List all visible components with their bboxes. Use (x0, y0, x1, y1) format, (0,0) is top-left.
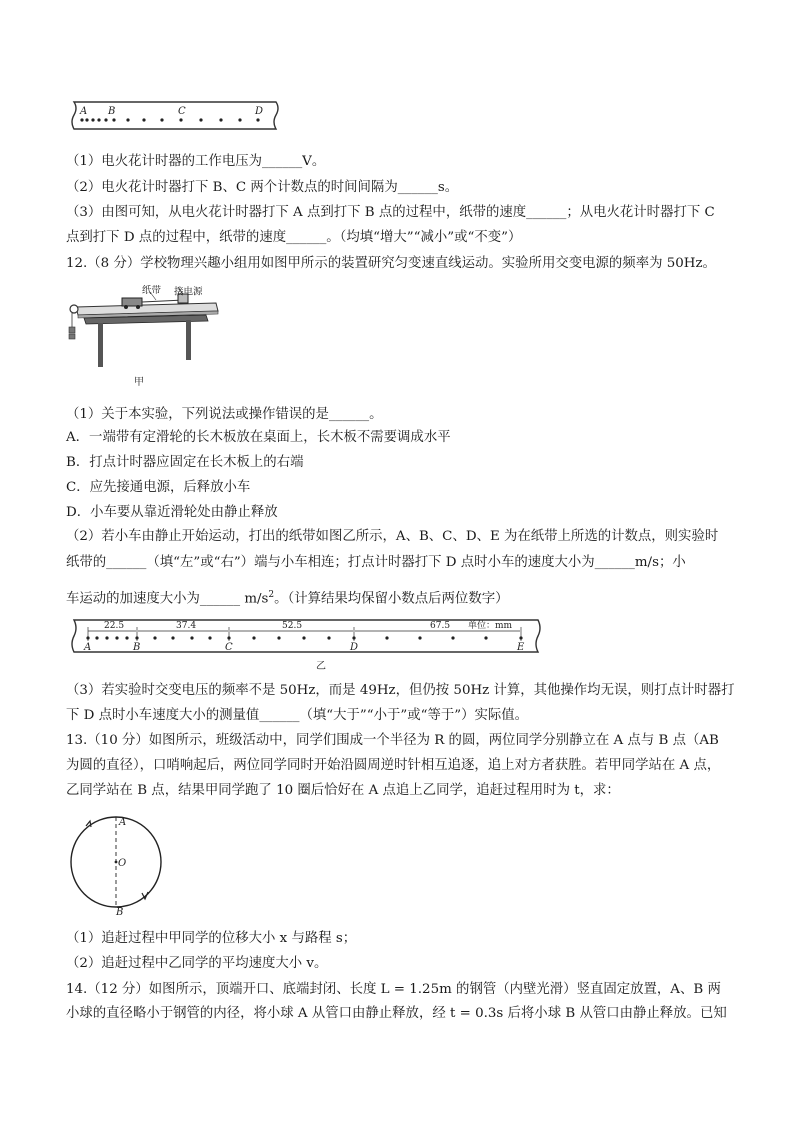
q11-sub2: （2）电火花计时器打下 B、C 两个计数点的时间间隔为______s。 (66, 180, 459, 195)
table-leg-right (186, 320, 191, 360)
q13-line2: 为圆的直径），口哨响起后，两位同学同时开始沿圆周逆时针相互追逐，追上对方者获胜。若甲同学站在 A 点， (66, 758, 721, 773)
paper-tape-figure-2 (66, 614, 546, 672)
q13-line1: 13.（10 分）如图所示，班级活动中，同学们围成一个半径为 R 的圆，两位同学分别静立在 A 点与 B 点（AB (66, 733, 719, 748)
q11-sub1: （1）电火花计时器的工作电压为______V。 (66, 154, 326, 169)
q12-intro: 12.（8 分）学校物理兴趣小组用如图甲所示的装置研究匀变速直线运动。实验所用交变电源的频率为 50Hz。 (66, 256, 716, 271)
tape2-label-c: C (225, 642, 233, 653)
tape-dots (80, 118, 259, 121)
figure-caption-yi: 乙 (316, 661, 326, 672)
tape2-value-ab: 22.5 (104, 621, 125, 631)
tape2-label-d: D (350, 642, 359, 653)
q14-line2: 小球的直径略小于钢管的内径，将小球 A 从管口由静止释放，经 t = 0.3s 后将小球 B 从管口由静止释放。已知 (66, 1006, 727, 1021)
hanging-weight-2 (69, 334, 75, 339)
q12-sub2-line2: 纸带的______（填“左”或“右”）端与小车相连；打点计时器打下 D 点时小车的速度大小为______m/s；小 (66, 555, 686, 570)
table-leg-left (98, 323, 103, 367)
tape-label-a: A (80, 106, 88, 117)
tape2-label-e: E (517, 642, 525, 653)
circle-label-o: O (118, 858, 127, 869)
q12-option-d: D．小车要从靠近滑轮处由静止释放 (66, 505, 278, 520)
apparatus-figure (66, 285, 236, 390)
tape2-value-bc: 37.4 (176, 621, 197, 631)
q12-option-b: B．打点计时器应固定在长木板上的右端 (66, 455, 304, 470)
pulley (70, 305, 78, 313)
q11-sub3-line1: （3）由图可知，从电火花计时器打下 A 点到打下 B 点的过程中，纸带的速度______；从电火花计时器打下 C (66, 205, 715, 220)
tape-label-b: B (108, 106, 116, 117)
tape2-label-a: A (84, 642, 92, 653)
paper-tape-figure-1 (66, 96, 284, 138)
q12-sub2-line1: （2）若小车由静止开始运动，打出的纸带如图乙所示，A、B、C、D、E 为在纸带上所选的计数点，则实验时 (66, 529, 719, 544)
q12-sub3-line2: 下 D 点时小车速度大小的测量值______（填“大于”“小于”或“等于”）实际值。 (66, 708, 529, 723)
tape2-dots (86, 636, 522, 639)
tape2-unit: 单位：mm (468, 621, 513, 631)
q12-sub2-line3: 车运动的加速度大小为______ $m/s^2$。（计算结果均保留小数点后两位数字） (66, 590, 509, 607)
tape2-value-cd: 52.5 (282, 621, 303, 631)
circle-figure (66, 812, 166, 917)
q11-sub3-line2: 点到打下 D 点的过程中，纸带的速度______。（均填“增大”“减小”或“不变”） (66, 230, 522, 245)
q12-sub1: （1）关于本实验，下列说法或操作错误的是______。 (66, 407, 383, 422)
circle-label-b: B (116, 907, 124, 917)
figure-caption-jia: 甲 (134, 377, 144, 388)
q12-option-a: A．一端带有定滑轮的长木板放在桌面上，长木板不需要调成水平 (66, 430, 451, 445)
q12-sub3-line1: （3）若实验时交变电压的频率不是 50Hz，而是 49Hz，但仍按 50Hz 计算，其他操作均无误，则打点计时器打 (66, 683, 735, 698)
label-power: 接电源 (174, 286, 203, 298)
cart (122, 298, 142, 306)
tape-outline (72, 102, 278, 129)
q14-line1: 14.（12 分）如图所示，顶端开口、底端封闭、长度 L = 1.25m 的钢管（内壁光滑）竖直固定放置，A、B 两 (66, 982, 721, 997)
tape-label-c: C (178, 106, 186, 117)
tape-label-d: D (255, 106, 264, 117)
tape2-value-de: 67.5 (430, 621, 451, 631)
circle-label-a: A (119, 817, 127, 828)
q13-sub2: （2）追赶过程中乙同学的平均速度大小 v。 (66, 956, 328, 971)
center-point (115, 861, 118, 864)
hanging-weight (69, 327, 75, 333)
q13-line3: 乙同学站在 B 点，结果甲同学跑了 10 圈后恰好在 A 点追上乙同学，追赶过程用时为 t，求： (66, 783, 620, 798)
q13-sub1: （1）追赶过程中甲同学的位移大小 x 与路程 s； (66, 931, 357, 946)
label-paper-tape: 纸带 (142, 285, 162, 296)
tape2-label-b: B (133, 642, 141, 653)
q12-option-c: C．应先接通电源，后释放小车 (66, 480, 251, 495)
